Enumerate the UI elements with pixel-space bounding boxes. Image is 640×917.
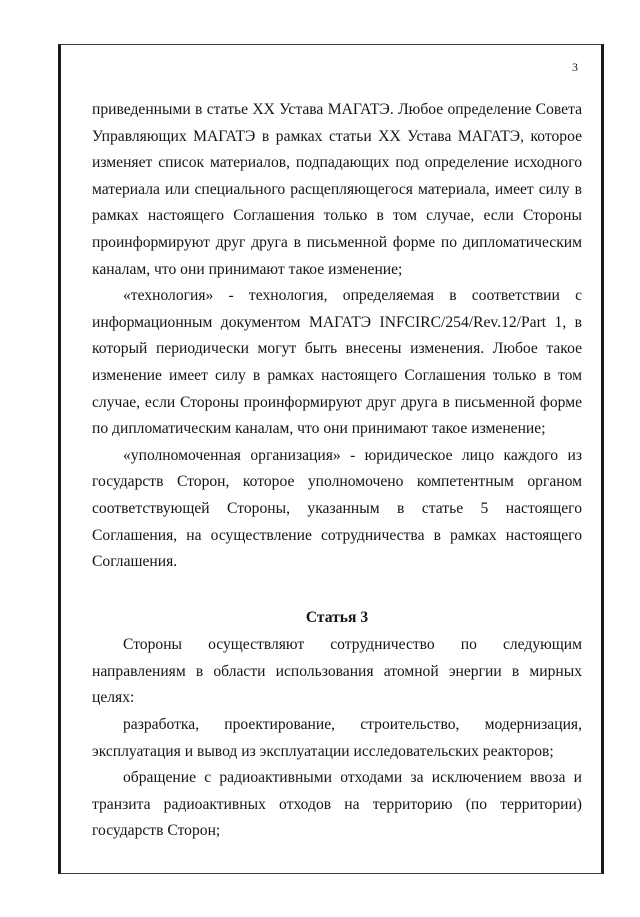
- paragraph-research-reactors: разработка, проектирование, строительство, модернизация, эксплуатация и вывод из эксплуатации исследовательских реакторов;: [92, 716, 582, 760]
- paragraph-definition-technology: «технология» - технология, определяемая в соответствии с информационным документом МАГАТЭ INFCIRC/254/Rev.12/Part 1, в который периодически могут быть внесены изменения. Любое такое изменение имеет силу в рамках настоящего Соглашения только в том случае, если Стороны проинформируют друг друга в письменной форме по дипломатическим каналам, что они принимают такое изменение;: [92, 287, 582, 438]
- page-number: 3: [572, 60, 578, 74]
- article-title: Статья 3: [305, 608, 369, 626]
- paragraph-definition-authorized-organization: «уполномоченная организация» - юридическое лицо каждого из государств Сторон, которое уполномочено компетентным органом соответствующей Стороны, указанным в статье 5 настоящего Соглашения, на осуществление сотрудничества в рамках настоящего Соглашения.: [92, 446, 582, 571]
- paragraph-article-intro: Стороны осуществляют сотрудничество по следующим направлениям в области использования атомной энергии в мирных целях:: [92, 636, 582, 707]
- paragraph-radioactive-waste: обращение с радиоактивными отходами за исключением ввоза и транзита радиоактивных отходов на территорию (по территории) государств Сторон;: [92, 769, 582, 840]
- document-body: [92, 97, 582, 845]
- paragraph-definition-continuation: приведенными в статье XX Устава МАГАТЭ. Любое определение Совета Управляющих МАГАТЭ в рамках статьи XX Устава МАГАТЭ, которое изменяет список материалов, подпадающих под определение исходного материала или специального расщепляющегося материала, имеет силу в рамках настоящего Соглашения только в том случае, если Стороны проинформируют друг друга в письменной форме по дипломатическим каналам, что они принимают такое изменение;: [92, 101, 582, 278]
